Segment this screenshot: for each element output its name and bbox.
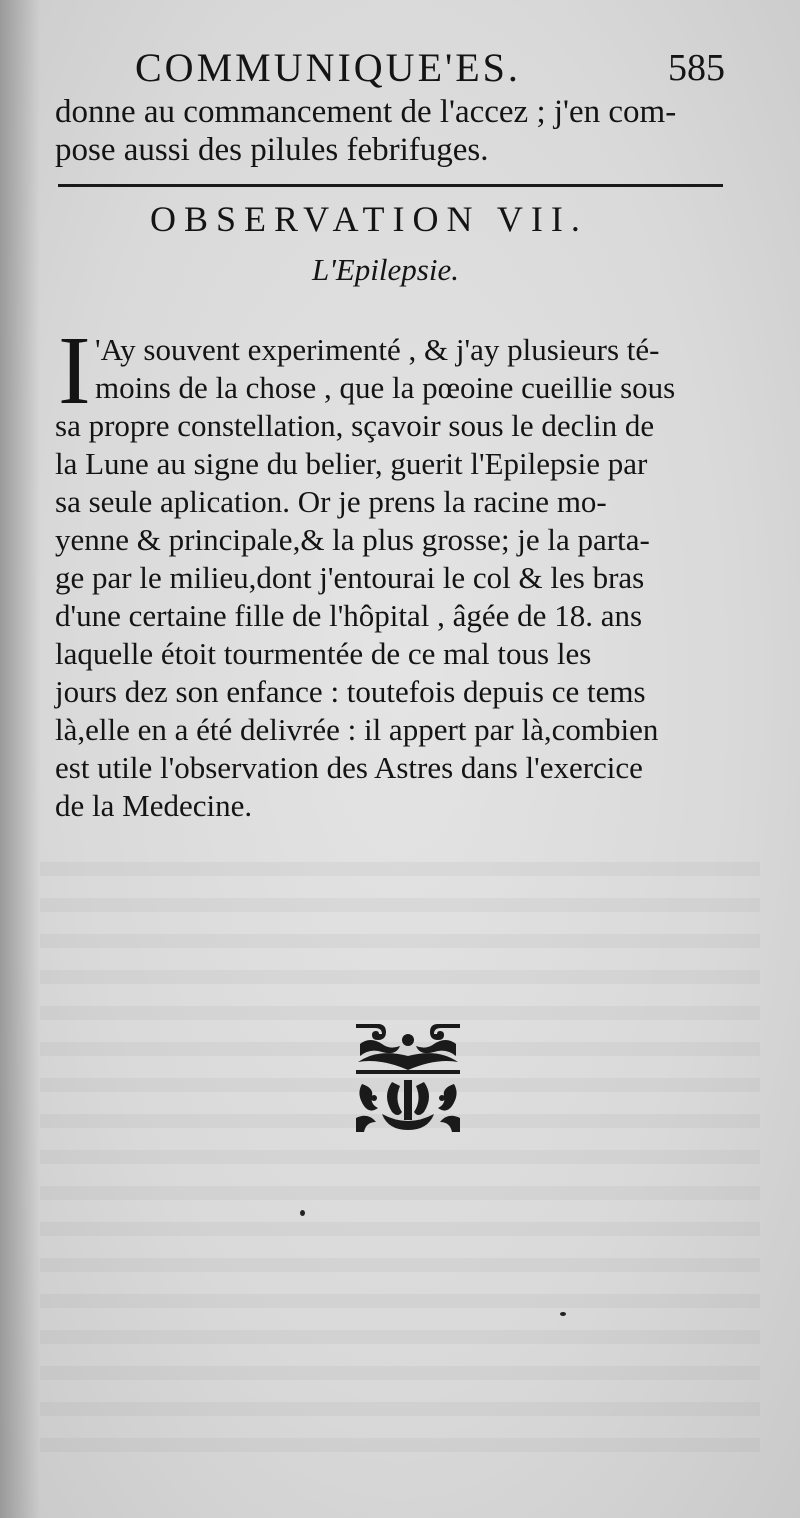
fleuron-ornament-icon: [352, 1018, 464, 1136]
body-line-1: 'Ay souvent experimenté , & j'ay plusieurs té-: [95, 332, 660, 367]
carryover-line-2: pose aussi des pilules febrifuges.: [55, 132, 489, 168]
body-line-9: laquelle étoit tourmentée de ce mal tous les: [55, 636, 592, 671]
body-line-5: sa seule aplication. Or je prens la racine mo-: [55, 484, 607, 519]
carryover-line-1: donne au commancement de l'accez ; j'en com-: [55, 94, 677, 130]
show-through-texture: [40, 840, 760, 1460]
section-divider-rule: [58, 184, 723, 187]
body-line-10: jours dez son enfance : toutefois depuis ce tems: [55, 674, 646, 709]
body-line-6: yenne & principale,& la plus grosse; je la parta-: [55, 522, 650, 557]
body-line-12: est utile l'observation des Astres dans l'exercice: [55, 750, 643, 785]
page-gutter-shadow: [0, 0, 40, 1518]
body-line-7: ge par le milieu,dont j'entourai le col & les bras: [55, 560, 645, 595]
body-line-13: de la Medecine.: [55, 788, 253, 823]
body-line-3: sa propre constellation, sçavoir sous le declin de: [55, 408, 655, 443]
observation-subheading: L'Epilepsie.: [312, 252, 459, 287]
ink-speck: [560, 1312, 566, 1316]
observation-heading: OBSERVATION VII.: [150, 199, 588, 239]
drop-capital: I: [58, 317, 91, 425]
body-line-2: moins de la chose , que la pœoine cueillie sous: [95, 370, 676, 405]
running-head: [0, 36, 800, 96]
body-line-4: la Lune au signe du belier, guerit l'Epilepsie par: [55, 446, 648, 481]
ink-speck: [300, 1210, 305, 1216]
running-title: COMMUNIQUE'ES.: [135, 45, 521, 90]
page-number: 585: [668, 47, 725, 89]
body-line-8: d'une certaine fille de l'hôpital , âgée de 18. ans: [55, 598, 643, 633]
body-line-11: là,elle en a été delivrée : il appert par là,combien: [55, 712, 659, 747]
